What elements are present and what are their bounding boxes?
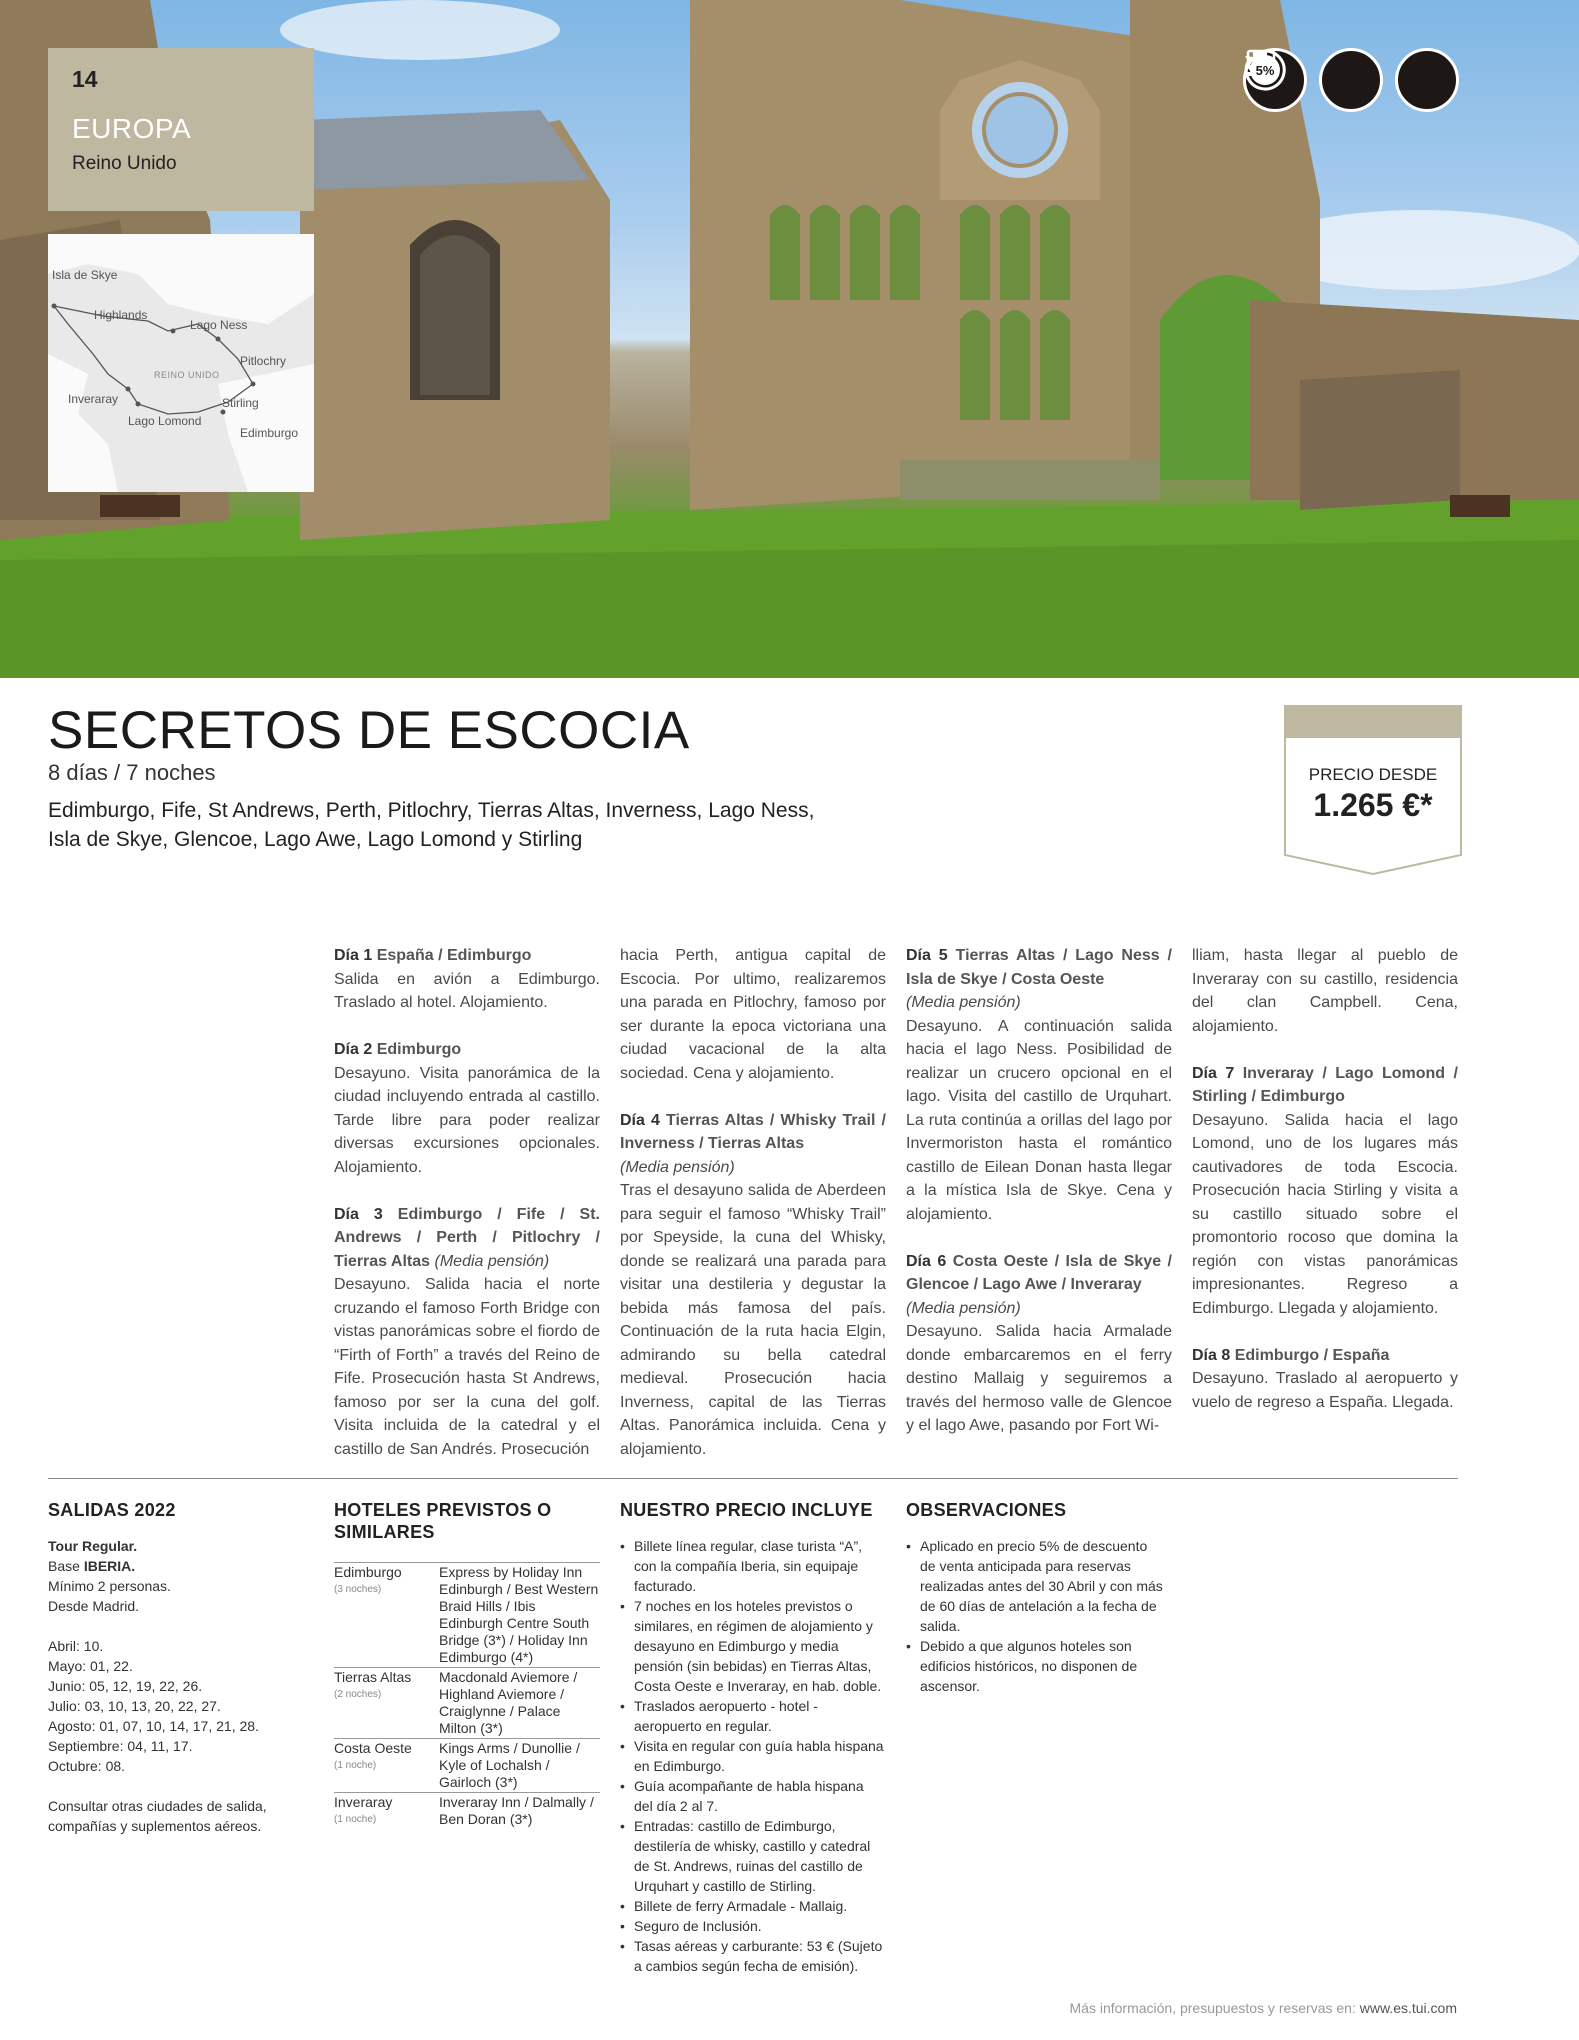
tour-cities-line: Edimburgo, Fife, St Andrews, Perth, Pitlochry, Tierras Altas, Inverness, Lago Ness, bbox=[48, 799, 815, 822]
list-item: • Debido a que algunos hoteles son edificios históricos, no disponen de ascensor. bbox=[906, 1636, 1166, 1696]
day-meal: (Media pensión) bbox=[434, 1252, 550, 1270]
tour-title: SECRETOS DE ESCOCIA bbox=[48, 701, 690, 760]
day-label: Día 7 bbox=[1192, 1064, 1235, 1082]
observaciones-list bbox=[906, 1536, 1166, 1696]
itinerary-column-1 bbox=[334, 944, 600, 1461]
day-2 bbox=[334, 1038, 600, 1179]
tour-cities-line: Isla de Skye, Glencoe, Lago Awe, Lago Lomond y Stirling bbox=[48, 828, 583, 851]
observaciones-heading: OBSERVACIONES bbox=[906, 1500, 1067, 1520]
day-label: Día 2 bbox=[334, 1041, 373, 1058]
day-meal: (Media pensión) bbox=[620, 1158, 735, 1176]
price-value: 1.265 €* bbox=[1313, 787, 1433, 823]
day-route: Edimburgo / España bbox=[1234, 1346, 1390, 1364]
map-label: Stirling bbox=[222, 396, 259, 410]
salidas-date: Octubre: 08. bbox=[48, 1758, 126, 1774]
page-number: 14 bbox=[72, 66, 98, 92]
section-divider bbox=[48, 1478, 1458, 1479]
incluye-heading: NUESTRO PRECIO INCLUYE bbox=[620, 1500, 873, 1520]
footer-text: Más información, presupuestos y reservas en: bbox=[1069, 2000, 1356, 2016]
region-label: EUROPA bbox=[72, 113, 192, 144]
download-icon[interactable] bbox=[1319, 48, 1383, 112]
day-label: Día 4 bbox=[620, 1111, 660, 1129]
day-route: España / Edimburgo bbox=[376, 947, 532, 964]
hoteles-heading: HOTELES PREVISTOS O SIMILARES bbox=[334, 1500, 552, 1542]
salidas-date: Septiembre: 04, 11, 17. bbox=[48, 1738, 193, 1754]
footer-link[interactable]: www.es.tui.com bbox=[1359, 2000, 1457, 2016]
day-4 bbox=[620, 1109, 886, 1462]
map-label: Highlands bbox=[94, 308, 148, 322]
tour-cities bbox=[48, 796, 828, 854]
day-meal: (Media pensión) bbox=[906, 1299, 1021, 1317]
discount-5-percent-icon[interactable] bbox=[1255, 48, 1459, 112]
map-label: Isla de Skye bbox=[52, 268, 118, 282]
map-label: Pitlochry bbox=[240, 354, 287, 368]
salidas-date: Mayo: 01, 22. bbox=[48, 1658, 133, 1674]
day-text: lliam, hasta llegar al pueblo de Inveraray con su castillo, residencia del clan Campbell. Cena, alojamiento. bbox=[1192, 947, 1458, 1035]
salidas-date: Agosto: 01, 07, 10, 14, 17, 21, 28. bbox=[48, 1718, 259, 1734]
day-meal: (Media pensión) bbox=[906, 994, 1021, 1011]
salidas-base: Base IBERIA. bbox=[48, 1558, 136, 1574]
day-label: Día 5 bbox=[906, 947, 948, 964]
list-item: • Seguro de Inclusión. bbox=[620, 1916, 886, 1936]
day-6 bbox=[906, 1250, 1172, 1438]
itinerary-column-2 bbox=[620, 944, 886, 1461]
day-label: Día 8 bbox=[1192, 1346, 1231, 1364]
hero-photo bbox=[0, 0, 1579, 678]
list-item: • Tasas aéreas y carburante: 53 € (Sujeto a cambios según fecha de emisión). bbox=[620, 1936, 886, 1976]
country-label: Reino Unido bbox=[72, 153, 177, 174]
hotels-table bbox=[334, 1562, 600, 1829]
day-route: Inveraray / Lago Lomond / Stirling / Edimburgo bbox=[1192, 1064, 1458, 1105]
day-text: Desayuno. A continuación salida hacia el lago Ness. Posibilidad de realizar un crucero opcional en el lago. Visita del castillo de Urquhart. La ruta continúa a orillas del lago por Invermoriston hasta el romántico castillo de Eilean Donan hasta llegar a la mística Isla de Skye. Cena y alojamiento. bbox=[906, 1017, 1172, 1223]
day-text: Desayuno. Traslado al aeropuerto y vuelo de regreso a España. Llegada. bbox=[1192, 1370, 1458, 1411]
day-route: Costa Oeste / Isla de Skye / Glencoe / Lago Awe / Inveraray bbox=[906, 1252, 1173, 1293]
day-3 bbox=[334, 1203, 600, 1462]
day-7 bbox=[1192, 1062, 1458, 1321]
list-item: • Entradas: castillo de Edimburgo, destilería de whisky, castillo y catedral de St. Andrews, ruinas del castillo de Urquhart y castillo de Stirling. bbox=[620, 1816, 886, 1896]
map-label: Lago Lomond bbox=[128, 414, 202, 428]
salidas-tour: Tour Regular. bbox=[48, 1538, 138, 1554]
map-label: Edimburgo bbox=[240, 426, 299, 440]
salidas-date: Julio: 03, 10, 13, 20, 22, 27. bbox=[48, 1698, 221, 1714]
route-map bbox=[48, 234, 314, 492]
day-label: Día 3 bbox=[334, 1205, 383, 1223]
price-tag bbox=[1284, 705, 1462, 875]
day-1 bbox=[334, 944, 600, 1015]
map-label: Inveraray bbox=[68, 392, 119, 406]
day-label: Día 1 bbox=[334, 947, 373, 964]
list-item: • Billete línea regular, clase turista “A”, con la compañía Iberia, sin equipaje facturado. bbox=[620, 1536, 886, 1596]
salidas-from: Desde Madrid. bbox=[48, 1598, 140, 1614]
salidas-heading: SALIDAS 2022 bbox=[48, 1500, 176, 1520]
itinerary-column-4 bbox=[1192, 944, 1458, 1414]
hotel-row: Tierras Altas (2 noches) Macdonald Aviemore / Highland Aviemore / Craiglynne / Palace Milton (3*) bbox=[334, 1667, 600, 1738]
list-item: • Billete de ferry Armadale - Mallaig. bbox=[620, 1896, 886, 1916]
day-5 bbox=[906, 944, 1172, 1226]
day-label: Día 6 bbox=[906, 1252, 947, 1270]
incluye-list bbox=[620, 1536, 886, 1976]
svg-text:5%: 5% bbox=[1255, 63, 1275, 78]
map-label: REINO UNIDO bbox=[154, 370, 220, 380]
list-item: • Guía acompañante de habla hispana del día 2 al 7. bbox=[620, 1776, 886, 1816]
day-text: Desayuno. Salida hacia el lago Lomond, uno de los lugares más cautivadores de toda Escocia. Prosecución hacia Stirling y visita a su castillo situado sobre el promontorio rocoso que domina la región con vistas panorámicas impresionantes. Regreso a Edimburgo. Llegada y alojamiento. bbox=[1192, 1111, 1458, 1317]
list-item: • Visita en regular con guía habla hispana en Edimburgo. bbox=[620, 1736, 886, 1776]
day-route: Tierras Altas / Whisky Trail / Inverness / Tierras Altas bbox=[620, 1111, 886, 1152]
header-icons bbox=[1243, 48, 1459, 112]
list-item: • Traslados aeropuerto - hotel - aeropuerto en regular. bbox=[620, 1696, 886, 1736]
day-text: Salida en avión a Edimburgo. Traslado al hotel. Alojamiento. bbox=[334, 970, 600, 1011]
hotel-row: Edimburgo (3 noches) Express by Holiday Inn Edinburgh / Best Western Braid Hills / Ibis Edinburgh Centre South Bridge (3*) / Holiday Inn Edimburgo (4*) bbox=[334, 1564, 599, 1665]
day-text: Tras el desayuno salida de Aberdeen para seguir el famoso “Whisky Trail” por Speyside, la cuna del Whisky, donde se realizará una parada para visitar una destileria y degustar la bebida más famosa del país. Continuación de la ruta hacia Elgin, admirando su bella catedral medieval. Prosecución hacia Inverness, capital de las Tierras Altas. Panorámica incluida. Cena y alojamiento. bbox=[620, 1182, 886, 1458]
hotel-row: Inveraray (1 noche) Inveraray Inn / Dalmally / Ben Doran (3*) bbox=[334, 1792, 600, 1829]
page-badge bbox=[48, 48, 314, 211]
price-label: PRECIO DESDE bbox=[1308, 765, 1438, 784]
day-route: Edimburgo / Fife / St. Andrews / Perth / Pitlochry / Tierras Altas bbox=[334, 1205, 600, 1270]
salidas-min: Mínimo 2 personas. bbox=[48, 1578, 171, 1594]
day-8 bbox=[1192, 1344, 1458, 1415]
list-item: • 7 noches en los hoteles previstos o similares, en régimen de alojamiento y desayuno en Edimburgo y media pensión (sin bebidas) en Tierras Altas, Costa Oeste e Inveraray, en hab. doble. bbox=[620, 1596, 886, 1696]
salidas-note: Consultar otras ciudades de salida, compañías y suplementos aéreos. bbox=[48, 1798, 267, 1834]
day-text: Desayuno. Visita panorámica de la ciudad incluyendo entrada al castillo. Tarde libre para poder realizar diversas excursiones opcionales. Alojamiento. bbox=[334, 1064, 600, 1176]
salidas-block bbox=[48, 1536, 288, 1836]
map-label: Lago Ness bbox=[190, 318, 248, 332]
day-text: Desayuno. Salida hacia el norte cruzando el famoso Forth Bridge con vistas panorámicas sobre el fiordo de “Firth of Forth” a través del Reino de Fife. Prosecución hasta St Andrews, famoso por ser la cuna del golf. Visita incluida de la catedral y el castillo de San Andrés. Prosecución bbox=[334, 1276, 600, 1458]
salidas-date: Abril: 10. bbox=[48, 1638, 104, 1654]
itinerary-column-3 bbox=[906, 944, 1172, 1438]
footer bbox=[1070, 2000, 1458, 2016]
tour-duration: 8 días / 7 noches bbox=[48, 760, 216, 785]
day-route: Tierras Altas / Lago Ness / Isla de Skye / Costa Oeste bbox=[906, 947, 1172, 988]
salidas-date: Junio: 05, 12, 19, 22, 26. bbox=[48, 1678, 203, 1694]
hotel-row: Costa Oeste (1 noche) Kings Arms / Dunollie / Kyle of Lochalsh / Gairloch (3*) bbox=[334, 1738, 600, 1792]
day-route: Edimburgo bbox=[376, 1041, 462, 1058]
list-item: • Aplicado en precio 5% de descuento de venta anticipada para reservas realizadas antes del 30 Abril y con más de 60 días de antelación a la fecha de salida. bbox=[906, 1536, 1166, 1636]
day-text: Desayuno. Salida hacia Armalade donde embarcaremos en el ferry destino Mallaig y seguiremos a través del hermoso valle de Glencoe y el lago Awe, pasando por Fort Wi- bbox=[906, 1323, 1172, 1434]
day-text: hacia Perth, antigua capital de Escocia. Por ultimo, realizaremos una parada en Pitlochry, famoso por ser durante la epoca victoriana una ciudad vacacional de la alta sociedad. Cena y alojamiento. bbox=[620, 947, 886, 1082]
